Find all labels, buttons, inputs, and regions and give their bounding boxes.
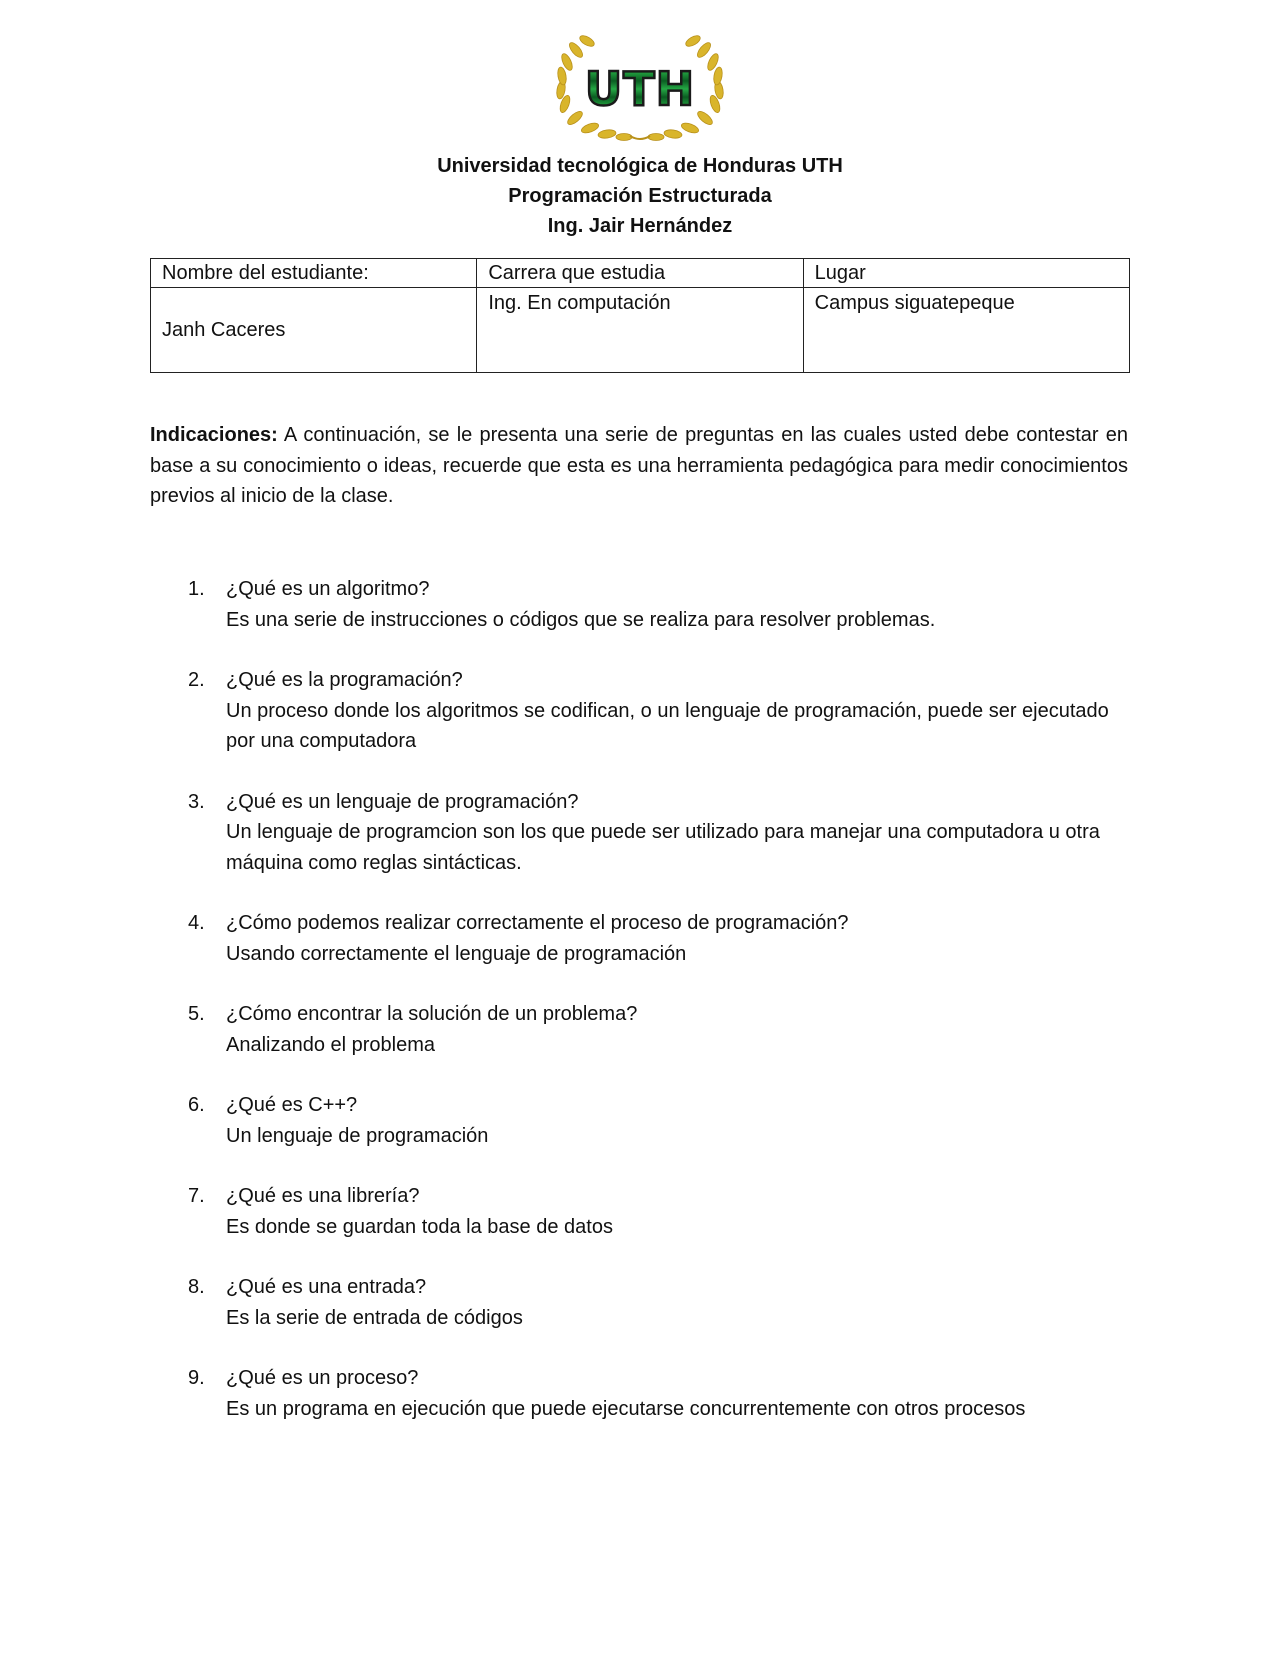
- list-item: [150, 1272, 1130, 1333]
- question-number: 4.: [188, 912, 205, 934]
- header-cell-place: Lugar: [803, 259, 1129, 288]
- answer-text: Un lenguaje de programación: [226, 1124, 489, 1147]
- answer-text: Analizando el problema: [226, 1033, 436, 1056]
- answer-text: Es la serie de entrada de códigos: [226, 1306, 523, 1329]
- question-number: 2.: [188, 669, 205, 691]
- value-cell-student: Janh Caceres: [151, 288, 477, 373]
- logo-text: UTH: [584, 62, 696, 116]
- question-number: 3.: [188, 790, 205, 813]
- question-text: ¿Qué es un algoritmo?: [226, 578, 430, 600]
- question-number: 1.: [188, 578, 205, 600]
- question-number: 6.: [188, 1094, 205, 1116]
- question-text: ¿Qué es C++?: [226, 1094, 358, 1116]
- question-number: 8.: [188, 1276, 205, 1298]
- list-item: [150, 574, 1130, 635]
- question-text: ¿Cómo podemos realizar correctamente el proceso de programación?: [226, 912, 849, 934]
- question-number: 9.: [188, 1367, 205, 1389]
- question-number: 5.: [188, 1003, 205, 1025]
- list-item: [150, 1181, 1130, 1242]
- list-item: [150, 1090, 1130, 1151]
- question-text: ¿Cómo encontrar la solución de un problema?: [226, 1003, 638, 1025]
- value-cell-place: Campus siguatepeque: [803, 288, 1129, 373]
- answer-text: Es donde se guardan toda la base de datos: [226, 1215, 613, 1238]
- question-number: 7.: [188, 1185, 205, 1207]
- document-header: [0, 151, 1280, 241]
- question-text: ¿Qué es la programación?: [226, 669, 463, 691]
- question-text: ¿Qué es un lenguaje de programación?: [226, 790, 579, 813]
- indications-label: Indicaciones:: [150, 424, 278, 446]
- header-cell-student: Nombre del estudiante:: [151, 259, 477, 288]
- question-text: ¿Qué es una librería?: [226, 1185, 420, 1207]
- header-cell-career: Carrera que estudia: [477, 259, 803, 288]
- answer-text: Es un programa en ejecución que puede ejecutarse concurrentemente con otros procesos: [226, 1397, 1026, 1420]
- indications-paragraph: [150, 420, 1128, 512]
- answer-text: Es una serie de instrucciones o códigos que se realiza para resolver problemas.: [226, 608, 936, 631]
- list-item: [150, 665, 1130, 757]
- university-name: Universidad tecnológica de Honduras UTH: [437, 155, 843, 177]
- value-cell-career: Ing. En computación: [477, 288, 803, 373]
- list-item: [150, 1363, 1130, 1424]
- uth-logo: [545, 32, 735, 142]
- question-list: [150, 574, 1130, 1454]
- answer-text: Usando correctamente el lenguaje de programación: [226, 942, 687, 965]
- table-header-row: [151, 259, 1130, 288]
- answer-text: Un proceso donde los algoritmos se codifican, o un lenguaje de programación, puede ser ejecutado por una computadora: [226, 699, 1109, 752]
- table-value-row: [151, 288, 1130, 373]
- answer-text: Un lenguaje de programcion son los que puede ser utilizado para manejar una computadora u otra máquina como reglas sintácticas.: [226, 821, 1100, 874]
- list-item: [150, 787, 1130, 879]
- list-item: [150, 908, 1130, 969]
- instructor-name: Ing. Jair Hernández: [547, 215, 733, 237]
- question-text: ¿Qué es una entrada?: [226, 1276, 427, 1298]
- course-name: Programación Estructurada: [508, 185, 772, 207]
- question-text: ¿Qué es un proceso?: [226, 1367, 419, 1389]
- list-item: [150, 999, 1130, 1060]
- indications-text: A continuación, se le presenta una serie de preguntas en las cuales usted debe contestar en base a su conocimiento o ideas, recuerde que esta es una herramienta pedagógica para medir conocimientos previos al inicio de la clase.: [150, 424, 1128, 507]
- student-info-table: [150, 258, 1130, 373]
